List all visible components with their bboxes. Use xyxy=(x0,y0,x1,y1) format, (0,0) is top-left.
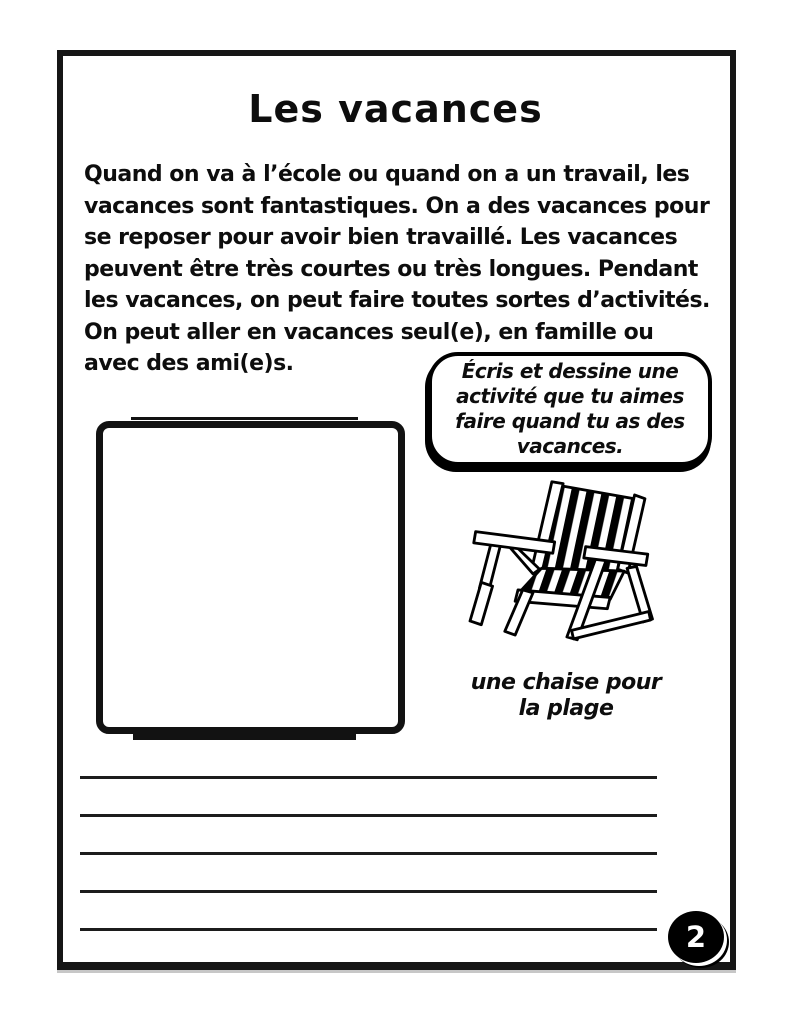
writing-line xyxy=(80,814,657,817)
instruction-bubble xyxy=(428,352,712,466)
writing-line xyxy=(80,890,657,893)
page-title: Les vacances xyxy=(248,87,543,132)
writing-line xyxy=(80,928,657,931)
writing-line xyxy=(80,776,657,779)
intro-paragraph: Quand on va à l’école ou quand on a un travail, les vacances sont fantastiques. On a des vacances pour se reposer pour avoir bien travaillé. Les vacances peuvent être très courtes ou très longues. Pendant les vacances, on peut faire toutes sortes d’activités. On peut aller en vacances seul(e), en famille ou avec des ami(e)s. xyxy=(84,162,710,376)
page-number: 2 xyxy=(685,920,707,954)
page-number-badge xyxy=(668,911,724,963)
writing-lines xyxy=(80,776,657,931)
drawing-box xyxy=(96,421,405,734)
beach-chair-icon xyxy=(466,478,664,652)
illustration-caption: une chaise pour la plage xyxy=(470,670,662,721)
instruction-bubble-text: Écris et dessine une activité que tu aimes faire quand tu as des vacances. xyxy=(455,359,685,458)
writing-line xyxy=(80,852,657,855)
